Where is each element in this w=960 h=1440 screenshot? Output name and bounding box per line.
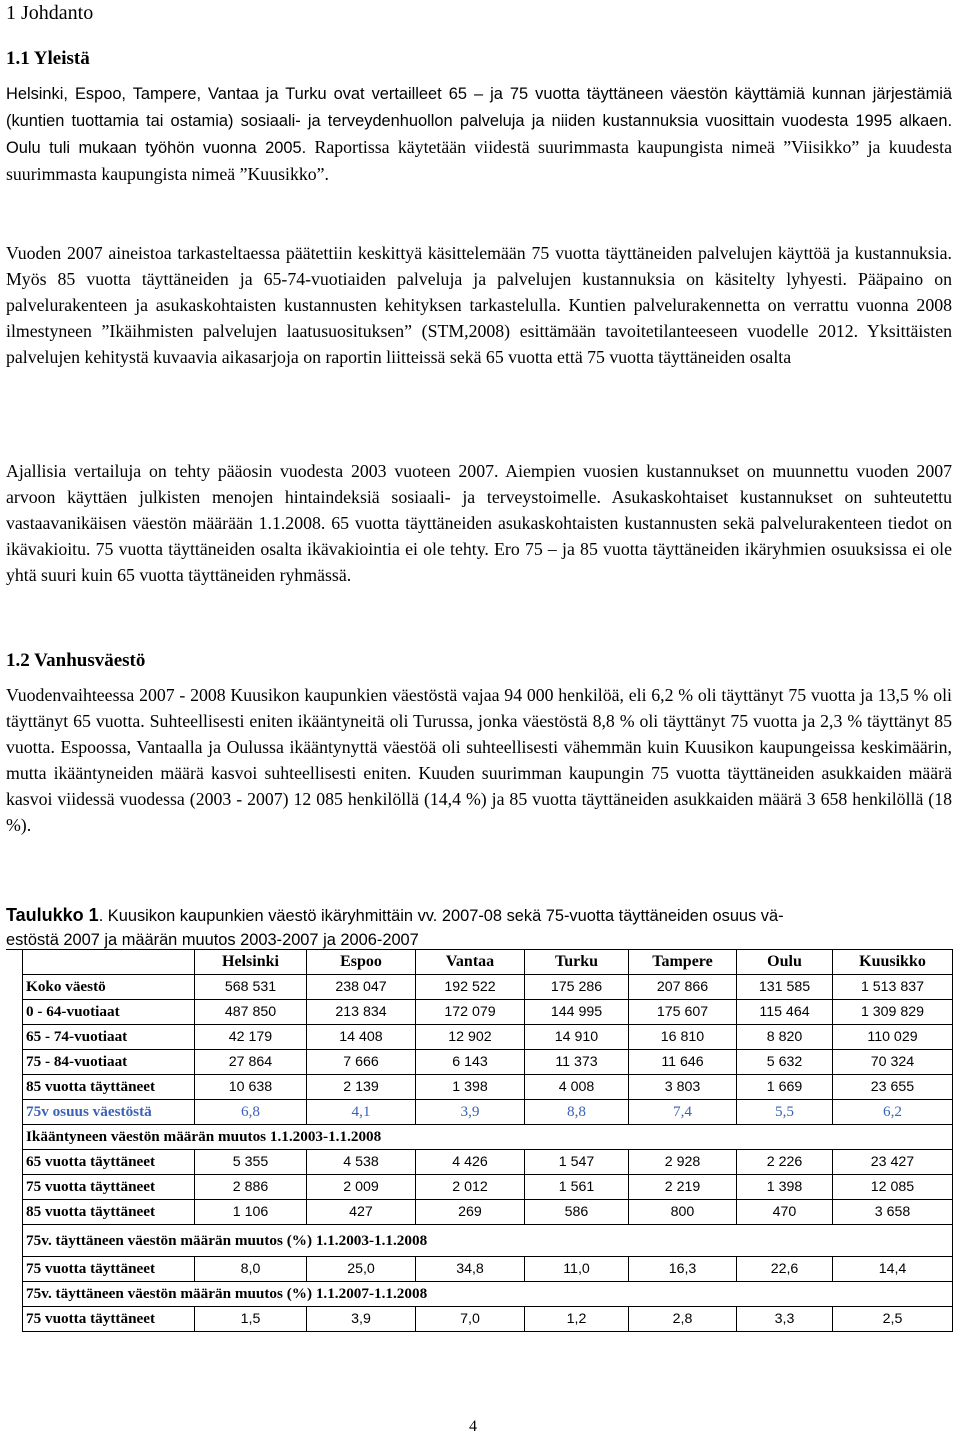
table-cell: 5 632 [737,1050,833,1075]
table-cell: 8,8 [525,1100,629,1125]
table-header-cell: Turku [525,950,629,975]
table-cell: 4 008 [525,1075,629,1100]
table-cell: 1 106 [195,1200,307,1225]
paragraph-elderly-population: Vuodenvaihteessa 2007 - 2008 Kuusikon kaupunkien väestöstä vajaa 94 000 henkilöä, eli 6,2 % oli täyttänyt 75 vuotta ja 13,5 % oli täyttänyt 65 vuotta. Suhteellisesti eniten ikääntyneitä oli Turussa, jonka väestöstä 8,8 % oli täyttänyt 75 vuotta ja 2,3 % täyttänyt 85 vuotta. Espoossa, Vantaalla ja Oulussa ikääntynyttä väestöä oli suhteellisesti vähemmän kuin Kuusikon kaupungeissa keskimäärin, mutta ikääntyneiden määrä kasvoi suhteellisesti eniten. Kuuden suurimman kaupungin 75 vuotta täyttäneiden asukkaiden määrä kasvoi viidessä vuodessa (2003 - 2007) 12 085 henkilöllä (14,4 %) ja 85 vuotta täyttäneiden asukkaiden määrä 3 658 henkilöllä (18 %). [6,685,952,835]
table-row-label: 75 vuotta täyttäneet [23,1257,195,1282]
table-cell: 12 902 [416,1025,525,1050]
table-cell: 4,1 [307,1100,416,1125]
table-header-cell: Espoo [307,950,416,975]
table-cell: 14 408 [307,1025,416,1050]
table-header-cell: Oulu [737,950,833,975]
table-cell: 3 803 [629,1075,737,1100]
table-cell: 1 309 829 [833,1000,953,1025]
table-cell: 4 426 [416,1150,525,1175]
section-heading-elderly-number: 1.2 [6,650,30,671]
table-row [23,1257,953,1282]
table-caption-label: Taulukko 1 [6,905,99,925]
table-cell: 3,9 [416,1100,525,1125]
table-cell: 11,0 [525,1257,629,1282]
table-cell: 7,0 [416,1307,525,1332]
table-row [23,975,953,1000]
table-row-label: 75 vuotta täyttäneet [23,1307,195,1332]
table-cell: 10 638 [195,1075,307,1100]
table-row-label: 75 vuotta täyttäneet [23,1175,195,1200]
table-cell: 8 820 [737,1025,833,1050]
table-cell: 16,3 [629,1257,737,1282]
table-cell: 5 355 [195,1150,307,1175]
table-cell: 34,8 [416,1257,525,1282]
table-cell: 2,8 [629,1307,737,1332]
table-cell: 11 646 [629,1050,737,1075]
table-cell: 1 398 [737,1175,833,1200]
table-cell: 144 995 [525,1000,629,1025]
population-table [22,949,953,1332]
table-cell: 800 [629,1200,737,1225]
table-cell: 427 [307,1200,416,1225]
table-cell: 115 464 [737,1000,833,1025]
table-cell: 1 513 837 [833,975,953,1000]
section-heading-general: 1.1 Yleistä [6,48,90,69]
table-cell: 1 669 [737,1075,833,1100]
table-row [23,1150,953,1175]
table-header-cell: Vantaa [416,950,525,975]
table-cell: 1 398 [416,1075,525,1100]
table-row [23,1100,953,1125]
table-cell: 2 928 [629,1150,737,1175]
table-cell: 487 850 [195,1000,307,1025]
table-cell: 1 547 [525,1150,629,1175]
table-row-label: 0 - 64-vuotiaat [23,1000,195,1025]
table-section-row [23,1282,953,1307]
chapter-heading: 1 Johdanto [6,2,94,24]
table-section-label: 75v. täyttäneen väestön määrän muutos (%) 1.1.2007-1.1.2008 [23,1282,953,1307]
table-cell: 14 910 [525,1025,629,1050]
table-cell: 7 666 [307,1050,416,1075]
table-cell: 8,0 [195,1257,307,1282]
table-cell: 2 139 [307,1075,416,1100]
table-cell: 269 [416,1200,525,1225]
table-row [23,1175,953,1200]
paragraph-intro [6,80,952,187]
table-row-label: 75 - 84-vuotiaat [23,1050,195,1075]
table-cell: 25,0 [307,1257,416,1282]
table-cell: 5,5 [737,1100,833,1125]
paragraph-intro-part1: Helsinki, Espoo, Tampere, Vantaa ja Turku ovat vertailleet 65 – ja 75 vuotta täyttäneen väestön käyttämiä kunnan järjestämiä (kuntien tuottamia tai ostamia) sosiaali- ja terveydenhuollon palveluja ja niiden kustannuksia vuosittain vuodesta 1995 alkaen. Oulu tuli mukaan työhön vuonna 2005. [6,85,952,157]
table-cell: 238 047 [307,975,416,1000]
table-header-cell: Kuusikko [833,950,953,975]
table-row-label: 65 vuotta täyttäneet [23,1150,195,1175]
table-cell: 42 179 [195,1025,307,1050]
table-cell: 6,8 [195,1100,307,1125]
table-header-cell: Helsinki [195,950,307,975]
table-cell: 470 [737,1200,833,1225]
section-heading-elderly [6,650,145,672]
table-cell: 2 226 [737,1150,833,1175]
table-row-label: Koko väestö [23,975,195,1000]
table-row [23,1075,953,1100]
table-section-row [23,1225,953,1257]
table-cell: 23 427 [833,1150,953,1175]
table-cell: 2 012 [416,1175,525,1200]
table-cell: 175 286 [525,975,629,1000]
table-cell: 27 864 [195,1050,307,1075]
table-cell: 2,5 [833,1307,953,1332]
table-cell: 3,3 [737,1307,833,1332]
table-row [23,1050,953,1075]
table-cell: 11 373 [525,1050,629,1075]
table-cell: 192 522 [416,975,525,1000]
table-row [23,1025,953,1050]
table-body [23,975,953,1332]
table-cell: 172 079 [416,1000,525,1025]
table-header-row [23,950,953,975]
table-cell: 1,2 [525,1307,629,1332]
table-cell: 131 585 [737,975,833,1000]
table-row [23,1307,953,1332]
table-cell: 2 009 [307,1175,416,1200]
table-cell: 7,4 [629,1100,737,1125]
table-caption-text-b: estöstä 2007 ja määrän muutos 2003-2007 ja 2006-2007 [6,931,419,949]
table-header-cell: Tampere [629,950,737,975]
table-cell: 4 538 [307,1150,416,1175]
table-cell: 586 [525,1200,629,1225]
table-cell: 110 029 [833,1025,953,1050]
table-cell: 6 143 [416,1050,525,1075]
page-number: 4 [469,1418,477,1435]
table-cell: 2 886 [195,1175,307,1200]
table-cell: 207 866 [629,975,737,1000]
table-cell: 1 561 [525,1175,629,1200]
table-cell: 70 324 [833,1050,953,1075]
table-cell: 22,6 [737,1257,833,1282]
table-cell: 12 085 [833,1175,953,1200]
table-cell: 568 531 [195,975,307,1000]
table-cell: 2 219 [629,1175,737,1200]
table-row [23,1000,953,1025]
table-row [23,1200,953,1225]
table-cell: 175 607 [629,1000,737,1025]
paragraph-scope: Vuoden 2007 aineistoa tarkasteltaessa päätettiin keskittyä käsittelemään 75 vuotta täyttäneiden palvelujen käyttöä ja kustannuksia. Myös 85 vuotta täyttäneiden ja 65-74-vuotiaiden palveluja ja palvelujen kustannuksia on käsitelty lyhyesti. Pääpaino on palvelurakenteen ja asukaskohtaisten kustannusten kehityksen tarkastelulla. Kuntien palvelurakennetta on verrattu vuonna 2008 ilmestyneen ”Ikäihmisten palvelujen laatusuosituksen” (STM,2008) esittämään tavoitetilanteeseen vuodelle 2012. Yksittäisten palvelujen kehitystä kuvaavia aikasarjoja on raportin liitteissä sekä 65 vuotta että 75 vuotta täyttäneiden osalta [6,243,952,367]
table-cell: 213 834 [307,1000,416,1025]
table-caption [6,903,952,952]
table-cell: 23 655 [833,1075,953,1100]
table-section-label: Ikääntyneen väestön määrän muutos 1.1.2003-1.1.2008 [23,1125,953,1150]
table-cell: 16 810 [629,1025,737,1050]
table-row-label: 65 - 74-vuotiaat [23,1025,195,1050]
table-section-label: 75v. täyttäneen väestön määrän muutos (%) 1.1.2003-1.1.2008 [23,1225,953,1257]
table-cell: 14,4 [833,1257,953,1282]
table-cell: 1,5 [195,1307,307,1332]
table-section-row [23,1125,953,1150]
table-header-corner [23,950,195,975]
paragraph-intro-part2: Raportissa käytetään viidestä suurimmasta kaupungista nimeä ”Viisikko” ja kuudesta suurimmasta kaupungista nimeä ”Kuusikko”. [6,137,952,184]
table-row-label: 85 vuotta täyttäneet [23,1200,195,1225]
table-cell: 3,9 [307,1307,416,1332]
table-cell: 3 658 [833,1200,953,1225]
table-cell: 6,2 [833,1100,953,1125]
table-row-label: 75v osuus väestöstä [23,1100,195,1125]
section-heading-elderly-text: Vanhusväestö [29,650,146,671]
table-row-label: 85 vuotta täyttäneet [23,1075,195,1100]
table-caption-text-a: . Kuusikon kaupunkien väestö ikäryhmittäin vv. 2007-08 sekä 75-vuotta täyttäneiden osuus vä- [98,907,784,925]
paragraph-comparisons: Ajallisia vertailuja on tehty pääosin vuodesta 2003 vuoteen 2007. Aiempien vuosien kustannukset on muunnettu vuoden 2007 arvoon käyttäen julkisten menojen hintaindeksiä sosiaali- ja terveystoimelle. Asukaskohtaiset kustannukset on suhteutettu vastaavanikäisen väestön määrään 1.1.2008. 65 vuotta täyttäneiden asukaskohtaisten kustannusten sekä palvelurakenteen tiedot on ikävakioitu. 75 vuotta täyttäneiden osalta ikävakiointia ei ole tehty. Ero 75 – ja 85 vuotta täyttäneiden ikäryhmien osuuksissa ei ole yhtä suuri kuin 65 vuotta täyttäneiden ryhmässä. [6,461,952,585]
